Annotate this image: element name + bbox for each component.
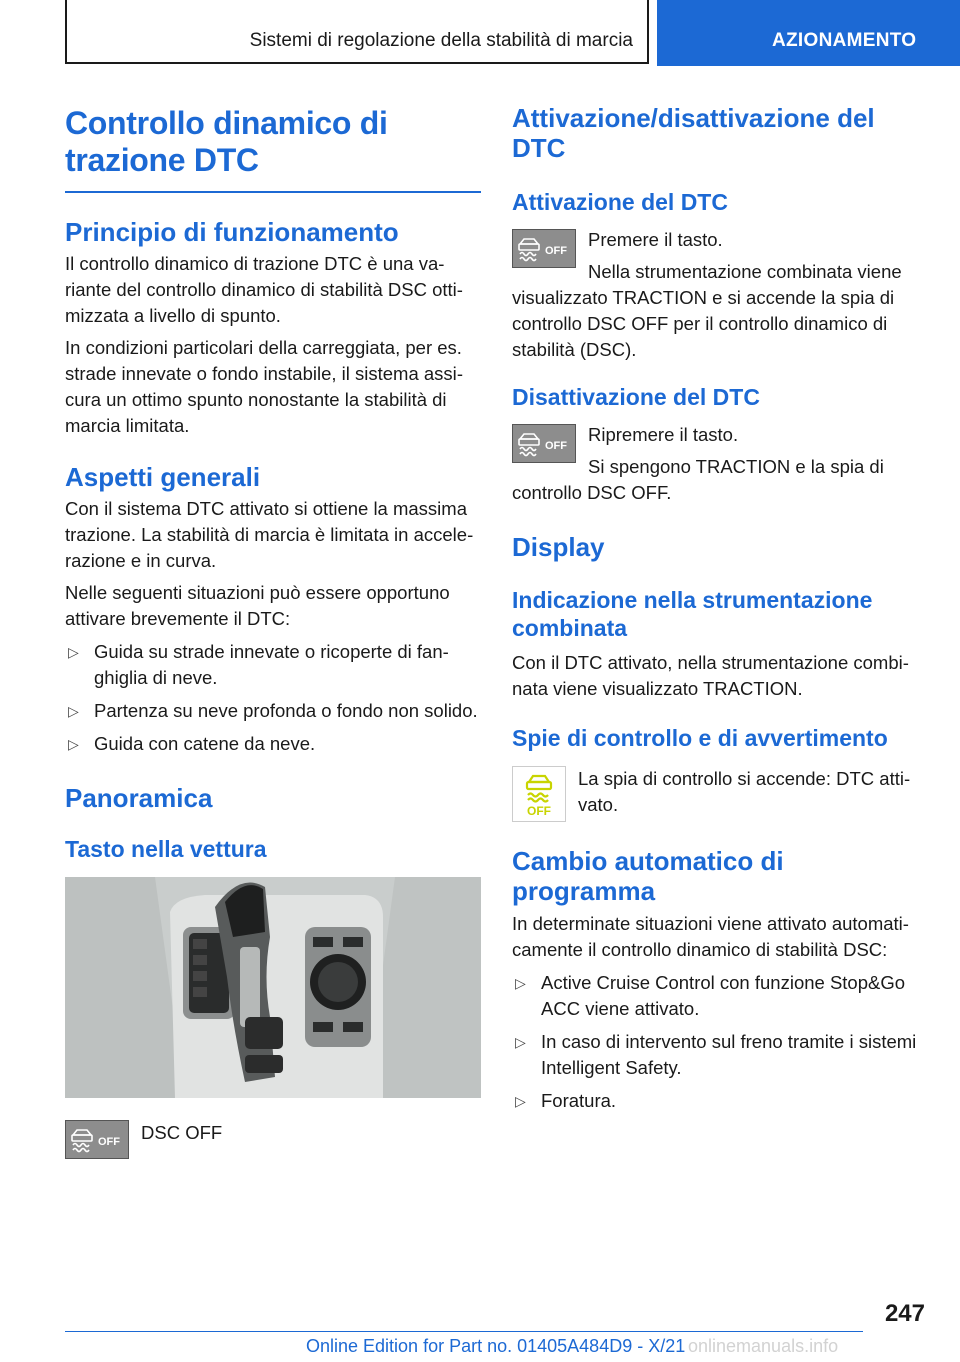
dsc-off-caption: DSC OFF — [141, 1122, 223, 1143]
subheading-spie: Spie di controllo e di avvertimento — [512, 725, 888, 751]
left-column — [65, 105, 481, 1165]
header-chapter-tab[interactable] — [657, 0, 960, 66]
spie-p1: La spia di controllo si accende: DTC attivato. — [578, 768, 911, 815]
header-section-title: Sistemi di regolazione della stabilità di marcia — [249, 30, 633, 51]
header-chapter-label: AZIONAMENTO — [772, 30, 917, 51]
spie-block — [512, 766, 928, 826]
principio-p2: In condizioni particolari della carreggiata, per es. strade innevate o fondo instabile, il sistema assicura un ottimo spunto nonostante la stabilità di marcia limitata. — [65, 337, 463, 436]
display-p1: Con il DTC attivato, nella strumentazione combinata viene visualizzato TRACTION. — [512, 652, 909, 699]
footer-rule — [65, 1331, 863, 1332]
heading-principio: Principio di funzionamento — [65, 217, 399, 247]
disattivazione-p1: Ripremere il tasto. — [588, 424, 739, 445]
footer-watermark: onlinemanuals.info — [688, 1336, 839, 1356]
center-console-photo — [65, 877, 481, 1098]
bullet-triangle-icon: ▷ — [68, 736, 79, 752]
dtc-warning-light-icon — [512, 766, 566, 822]
center-console-illustration — [65, 877, 481, 1098]
bullet-triangle-icon: ▷ — [515, 1093, 526, 1109]
subheading-attivazione: Attivazione del DTC — [512, 189, 728, 215]
list-item: ▷ Active Cruise Control con funzione Stop&Go ACC viene attivato. — [515, 972, 906, 1019]
heading-cambio: Cambio automatico di programma — [512, 846, 784, 906]
aspetti-p2: Nelle seguenti situazioni può essere opportuno attivare brevemente il DTC: — [65, 582, 450, 629]
svg-text:OFF: OFF — [545, 439, 567, 452]
cambio-list — [512, 970, 928, 1114]
dsc-off-legend — [65, 1118, 481, 1165]
heading-display: Display — [512, 532, 605, 562]
bullet-triangle-icon: ▷ — [68, 644, 79, 660]
bullet-triangle-icon: ▷ — [515, 1034, 526, 1050]
subheading-tasto: Tasto nella vettura — [65, 836, 267, 862]
page-number: 247 — [884, 1300, 925, 1327]
dsc-off-button-icon — [65, 1120, 129, 1159]
footer-edition: Online Edition for Part no. 01405A484D9 - X/21 — [306, 1336, 686, 1356]
page-title: Controllo dinamico di trazione DTC — [65, 105, 388, 178]
title-rule — [65, 191, 481, 193]
right-column — [512, 103, 928, 1114]
svg-text:OFF: OFF — [545, 244, 567, 257]
bullet-triangle-icon: ▷ — [515, 975, 526, 991]
dsc-off-button-icon — [512, 424, 576, 463]
heading-aspetti: Aspetti generali — [65, 462, 261, 492]
svg-text:OFF: OFF — [527, 804, 551, 818]
list-item: ▷ Foratura. — [512, 1088, 928, 1114]
subheading-disattivazione: Disattivazione del DTC — [512, 384, 760, 410]
subheading-indicazione: Indicazione nella strumentazione combinata — [512, 587, 873, 641]
bullet-triangle-icon: ▷ — [68, 703, 79, 719]
aspetti-p1: Con il sistema DTC attivato si ottiene la massima trazione. La stabilità di marcia è limitata in accelerazione e in curva. — [65, 498, 474, 571]
heading-panoramica: Panoramica — [65, 783, 213, 813]
list-item: ▷ Guida su strade innevate o ricoperte di fanghiglia di neve. — [68, 641, 449, 688]
header-section-box — [65, 0, 649, 64]
cambio-p1: In determinate situazioni viene attivato automaticamente il controllo dinamico di stabilità DSC: — [512, 913, 909, 960]
list-item: ▷ Partenza su neve profonda o fondo non solido. — [65, 698, 481, 724]
attivazione-p1: Premere il tasto. — [588, 229, 723, 250]
heading-attivazione-disattivazione: Attivazione/disattivazione del DTC — [512, 103, 875, 163]
disattivazione-block — [512, 422, 928, 506]
attivazione-block — [512, 227, 928, 363]
disattivazione-p2: Si spengono TRACTION e la spia di controllo DSC OFF. — [512, 456, 884, 503]
attivazione-p2: Nella strumentazione combinata viene visualizzato TRACTION e si accende la spia di controllo DSC OFF per il controllo dinamico di stabilità (DSC). — [512, 261, 902, 360]
svg-text:OFF: OFF — [98, 1135, 120, 1148]
dsc-off-button-icon — [512, 229, 576, 268]
aspetti-list — [65, 639, 481, 757]
principio-p1: Il controllo dinamico di trazione DTC è una variante del controllo dinamico di stabilità DSC ottimizzata a livello di spunto. — [65, 253, 463, 326]
list-item: ▷ In caso di intervento sul freno tramite i sistemi Intelligent Safety. — [515, 1031, 917, 1078]
list-item: ▷ Guida con catene da neve. — [65, 731, 481, 757]
